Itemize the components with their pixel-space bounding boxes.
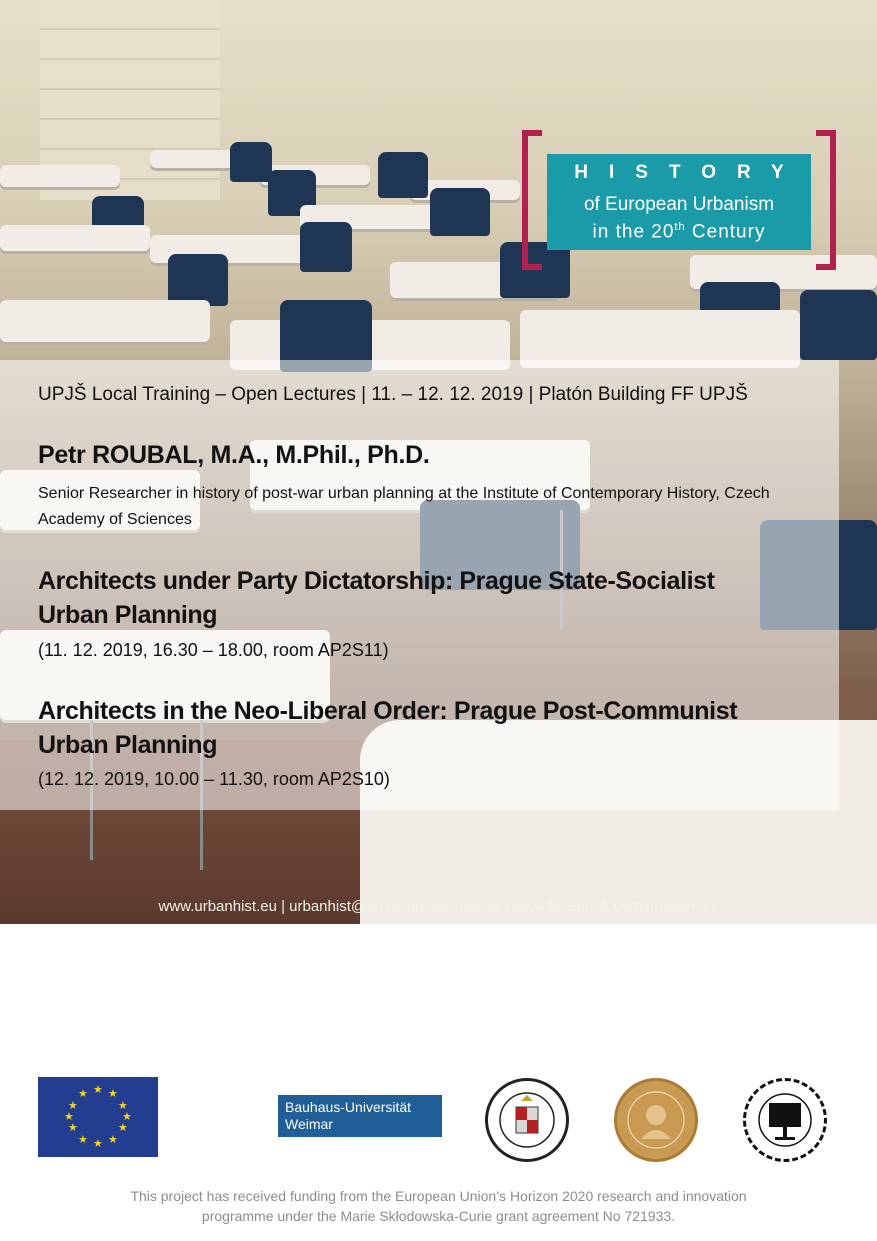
- chair: [230, 142, 272, 182]
- chair: [430, 188, 490, 236]
- chair: [378, 152, 428, 198]
- funding-line-2: programme under the Marie Skłodowska-Curie grant agreement No 721933.: [201, 1208, 676, 1224]
- logo-bracket-right: [816, 130, 836, 270]
- lecture-1-info: (11. 12. 2019, 16.30 – 18.00, room AP2S11): [38, 640, 389, 660]
- speaker-role: Senior Researcher in history of post-war urban planning at the Institute of Contemporary History, Czech Academy of Sciences: [38, 485, 770, 528]
- bth-seal-icon: [743, 1078, 827, 1162]
- lecture-2-title-line-1: Architects in the Neo-Liberal Order: Prague Post-Communist: [38, 697, 738, 725]
- desk: [0, 165, 120, 187]
- chair: [800, 290, 877, 360]
- speaker-name: Petr ROUBAL, M.A., M.Phil., Ph.D.: [38, 441, 430, 469]
- upjs-seal-icon: [614, 1078, 698, 1162]
- funding-notice: [0, 1186, 877, 1226]
- chair: [300, 222, 352, 272]
- chair: [168, 254, 228, 306]
- bauhaus-logo-line-1: Bauhaus-Universität: [285, 1099, 412, 1115]
- logo-bracket-left: [522, 130, 542, 270]
- urbanhist-logo: [547, 154, 811, 250]
- lecture-2-info: (12. 12. 2019, 10.00 – 11.30, room AP2S10): [38, 769, 390, 789]
- lecture-1-title-line-2: Urban Planning: [38, 601, 218, 629]
- lecture-1-title-line-1: Architects under Party Dictatorship: Prague State-Socialist: [38, 567, 715, 595]
- event-meta: UPJŠ Local Training – Open Lectures | 11. – 12. 12. 2019 | Platón Building FF UPJŠ: [38, 384, 748, 405]
- eu-flag-icon: ★ ★ ★ ★ ★ ★ ★ ★ ★ ★ ★ ★: [38, 1077, 158, 1157]
- desk: [0, 300, 210, 342]
- logo-subtitle-2-end: Century: [685, 221, 766, 243]
- funding-line-1: This project has received funding from the European Union’s Horizon 2020 research and innovation: [130, 1188, 747, 1204]
- logo-subtitle-1: of European Urbanism: [583, 194, 775, 215]
- desk: [0, 225, 150, 251]
- contact-links: www.urbanhist.eu | urbanhist@archit.uni-weimar.de | www.facebook.com/urbanHIST: [158, 898, 719, 915]
- bauhaus-logo: [278, 1095, 442, 1137]
- logo-title: HISTORY: [574, 162, 805, 183]
- bauhaus-logo-line-2: Weimar: [285, 1116, 333, 1132]
- logo-subtitle-2: [547, 221, 811, 243]
- logo-subtitle-2-sup: th: [674, 221, 686, 233]
- salamanca-seal-icon: [485, 1078, 569, 1162]
- lecture-2-title-line-2: Urban Planning: [38, 731, 218, 759]
- logo-subtitle-2-main: in the 20: [592, 221, 675, 243]
